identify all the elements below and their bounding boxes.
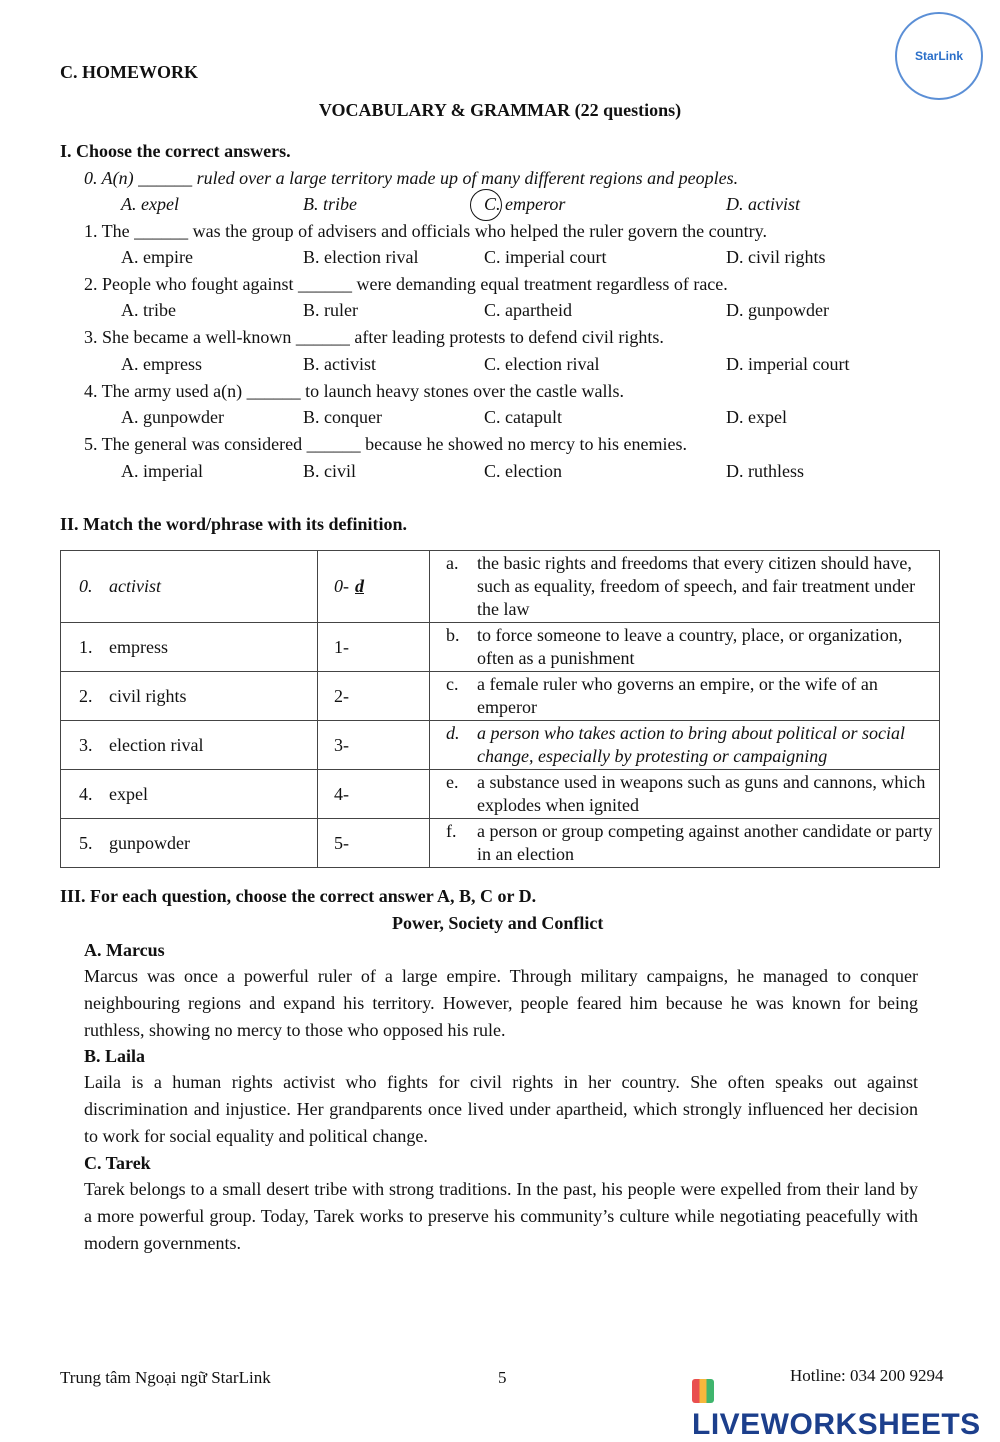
table-row xyxy=(61,770,940,819)
table-row xyxy=(61,672,940,721)
footer-hotline: Hotline: 034 200 9294 xyxy=(790,1366,944,1385)
option-4-a[interactable]: A. gunpowder xyxy=(121,407,224,427)
option-0-d[interactable]: D. activist xyxy=(726,194,800,214)
definition-cell: c. a female ruler who governs an empire, or the wife of an emperor xyxy=(430,672,940,721)
option-1-c[interactable]: C. imperial court xyxy=(484,247,607,267)
table-row xyxy=(61,623,940,672)
word-cell: 2. civil rights xyxy=(61,672,318,721)
match-cell[interactable]: 5- xyxy=(318,819,430,868)
person-heading-marcus: A. Marcus xyxy=(84,940,165,960)
definition-cell: f. a person or group competing against another candidate or party in an election xyxy=(430,819,940,868)
part3-subtitle: Power, Society and Conflict xyxy=(392,913,604,933)
option-5-b[interactable]: B. civil xyxy=(303,461,356,481)
option-3-b[interactable]: B. activist xyxy=(303,354,376,374)
option-0-b[interactable]: B. tribe xyxy=(303,194,357,214)
option-3-a[interactable]: A. empress xyxy=(121,354,202,374)
person-heading-tarek: C. Tarek xyxy=(84,1153,151,1173)
match-cell[interactable]: 4- xyxy=(318,770,430,819)
option-2-b[interactable]: B. ruler xyxy=(303,300,358,320)
option-5-c[interactable]: C. election xyxy=(484,461,562,481)
question-5: 5. The general was considered ______ because he showed no mercy to his enemies. xyxy=(84,434,687,454)
option-0-c[interactable]: C. emperor xyxy=(484,194,566,214)
question-4: 4. The army used a(n) ______ to launch heavy stones over the castle walls. xyxy=(84,381,625,401)
option-3-d[interactable]: D. imperial court xyxy=(726,354,850,374)
example-answer: d xyxy=(355,576,364,596)
person-heading-laila: B. Laila xyxy=(84,1046,146,1066)
person-text-laila: Laila is a human rights activist who fights for civil rights in her country. She often speaks out against discrimination and injustice. Her grandparents once lived under apartheid, which strongly influenced her decision to work for social equality and political change. xyxy=(84,1072,918,1146)
option-1-b[interactable]: B. election rival xyxy=(303,247,419,267)
word-cell: 0. activist xyxy=(61,551,318,623)
word-cell: 3. election rival xyxy=(61,721,318,770)
definition-cell: e. a substance used in weapons such as guns and cannons, which explodes when ignited xyxy=(430,770,940,819)
option-1-a[interactable]: A. empire xyxy=(121,247,193,267)
footer-center-name: Trung tâm Ngoại ngữ StarLink xyxy=(60,1368,271,1387)
option-4-c[interactable]: C. catapult xyxy=(484,407,562,427)
question-1: 1. The ______ was the group of advisers and officials who helped the ruler govern the country. xyxy=(84,221,767,241)
match-cell[interactable]: 3- xyxy=(318,721,430,770)
question-2: 2. People who fought against ______ were demanding equal treatment regardless of race. xyxy=(84,274,728,294)
option-5-a[interactable]: A. imperial xyxy=(121,461,203,481)
match-cell[interactable]: 1- xyxy=(318,623,430,672)
word-cell: 4. expel xyxy=(61,770,318,819)
option-2-d[interactable]: D. gunpowder xyxy=(726,300,829,320)
option-0-a[interactable]: A. expel xyxy=(121,194,179,214)
question-0: 0. A(n) ______ ruled over a large territory made up of many different regions and peoples. xyxy=(84,168,739,188)
answer-circle-mark xyxy=(470,189,502,221)
table-row xyxy=(61,551,940,623)
word-cell: 1. empress xyxy=(61,623,318,672)
person-text-marcus: Marcus was once a powerful ruler of a large empire. Through military campaigns, he managed to conquer neighbouring regions and expand his territory. However, people feared him because he was known for being ruthless, showing no mercy to those who opposed his rule. xyxy=(84,966,918,1040)
option-5-d[interactable]: D. ruthless xyxy=(726,461,804,481)
definition-cell: b. to force someone to leave a country, place, or organization, often as a punishment xyxy=(430,623,940,672)
part1-title: I. Choose the correct answers. xyxy=(60,141,291,161)
match-cell[interactable]: 0- d xyxy=(318,551,430,623)
person-text-tarek: Tarek belongs to a small desert tribe with strong traditions. In the past, his people were expelled from their land by a more powerful group. Today, Tarek works to preserve his community’s culture while negotiating peacefully with modern governments. xyxy=(84,1179,918,1253)
page-number: 5 xyxy=(498,1368,507,1387)
main-heading: VOCABULARY & GRAMMAR (22 questions) xyxy=(318,100,682,120)
table-row xyxy=(61,819,940,868)
match-cell[interactable]: 2- xyxy=(318,672,430,721)
liveworksheets-watermark: LIVEWORKSHEETS xyxy=(692,1374,1000,1442)
option-4-b[interactable]: B. conquer xyxy=(303,407,382,427)
option-2-a[interactable]: A. tribe xyxy=(121,300,176,320)
part3-title: III. For each question, choose the correct answer A, B, C or D. xyxy=(60,886,537,906)
matching-table xyxy=(60,550,940,868)
definition-cell: d. a person who takes action to bring about political or social change, especially by protesting or campaigning xyxy=(430,721,940,770)
starlink-logo: StarLink xyxy=(895,12,983,100)
section-title: C. HOMEWORK xyxy=(60,62,198,82)
liveworksheets-logo-icon xyxy=(692,1379,714,1403)
definition-cell: a. the basic rights and freedoms that every citizen should have, such as equality, freedom of speech, and fair treatment under the law xyxy=(430,551,940,623)
option-4-d[interactable]: D. expel xyxy=(726,407,787,427)
option-1-d[interactable]: D. civil rights xyxy=(726,247,826,267)
part2-title: II. Match the word/phrase with its definition. xyxy=(60,514,408,534)
option-3-c[interactable]: C. election rival xyxy=(484,354,600,374)
table-row xyxy=(61,721,940,770)
word-cell: 5. gunpowder xyxy=(61,819,318,868)
option-2-c[interactable]: C. apartheid xyxy=(484,300,572,320)
question-3: 3. She became a well-known ______ after leading protests to defend civil rights. xyxy=(84,327,664,347)
